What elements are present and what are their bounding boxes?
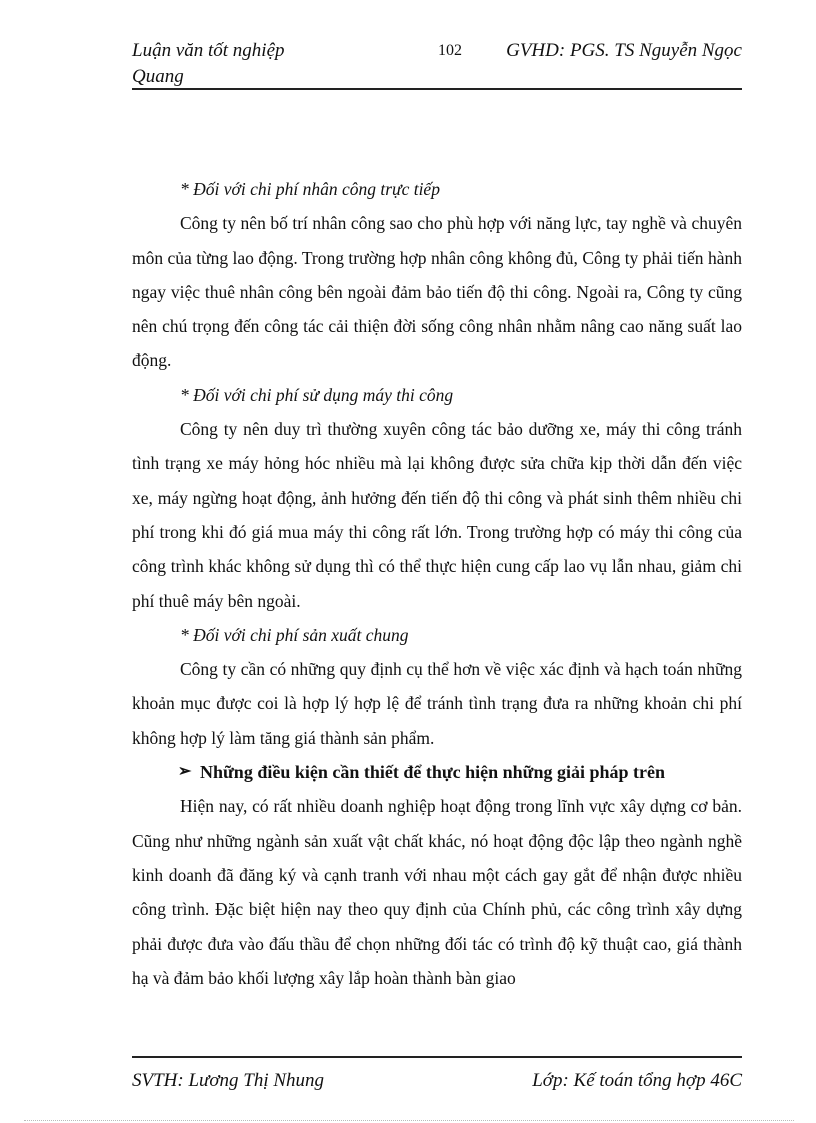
header-thesis-title [132,38,332,90]
document-body [132,172,742,995]
paragraph-direct-labor: Công ty nên bố trí nhân công sao cho phù hợp với năng lực, tay nghề và chuyên môn của từng lao động. Trong trường hợp nhân công không đủ, Công ty phải tiến hành ngay việc thuê nhân công bên ngoài đảm bảo tiến độ thi công. Ngoài ra, Công ty cũng nên chú trọng đến công tác cải thiện đời sống công nhân nhằm nâng cao năng suất lao động. [132,213,742,371]
arrow-bullet-icon: ➢ [178,763,192,781]
subheading-machine-cost: * Đối với chi phí sử dụng máy thi công [180,384,454,405]
subheading-direct-labor: * Đối với chi phí nhân công trực tiếp [180,179,440,199]
section-heading [132,755,742,789]
paragraph-conditions: Hiện nay, có rất nhiều doanh nghiệp hoạt động trong lĩnh vực xây dựng cơ bản. Cũng như những ngành sản xuất vật chất khác, nó hoạt động độc lập theo ngành nghề kinh doanh đã đăng ký và cạnh tranh với nhau một cách gay gắt để nhận được nhiều công trình. Đặc biệt hiện nay theo quy định của Chính phủ, các công trình xây dựng phải được đưa vào đấu thầu để chọn những đối tác có trình độ kỹ thuật cao, giá thành hạ và đảm bảo khối lượng xây lắp hoàn thành bàn giao [132,796,742,988]
footer-student: SVTH: Lương Thị Nhung [132,1070,325,1091]
header-title-line1: Luận văn tốt nghiệp [132,40,285,61]
paragraph-overhead-cost: Công ty cần có những quy định cụ thể hơn về việc xác định và hạch toán những khoản mục được coi là hợp lý hợp lệ để tránh tình trạng đưa ra những khoản chi phí không hợp lý làm tăng giá thành sản phẩm. [132,659,742,748]
subheading-overhead-cost: * Đối với chi phí sản xuất chung [180,624,409,645]
page-number: 102 [438,42,462,59]
page-footer [132,1056,742,1098]
page-edge-divider [24,1120,794,1121]
header-title-line2: Quang [132,66,184,87]
header-supervisor: GVHD: PGS. TS Nguyễn Ngọc [506,40,742,61]
footer-class: Lớp: Kế toán tổng hợp 46C [532,1070,742,1091]
page-header [132,38,742,90]
section-heading-text: Những điều kiện cần thiết để thực hiện những giải pháp trên [200,762,665,783]
paragraph-machine-cost: Công ty nên duy trì thường xuyên công tác bảo dưỡng xe, máy thi công tránh tình trạng xe máy hỏng hóc nhiều mà lại không được sửa chữa kịp thời dẫn đến việc xe, máy ngừng hoạt động, ảnh hưởng đến tiến độ thi công và phát sinh thêm nhiều chi phí trong khi đó giá mua máy thi công rất lớn. Trong trường hợp có máy thi công của công trình khác không sử dụng thì có thể thực hiện cung cấp lao vụ lẫn nhau, giảm chi phí thuê máy bên ngoài. [132,419,742,611]
